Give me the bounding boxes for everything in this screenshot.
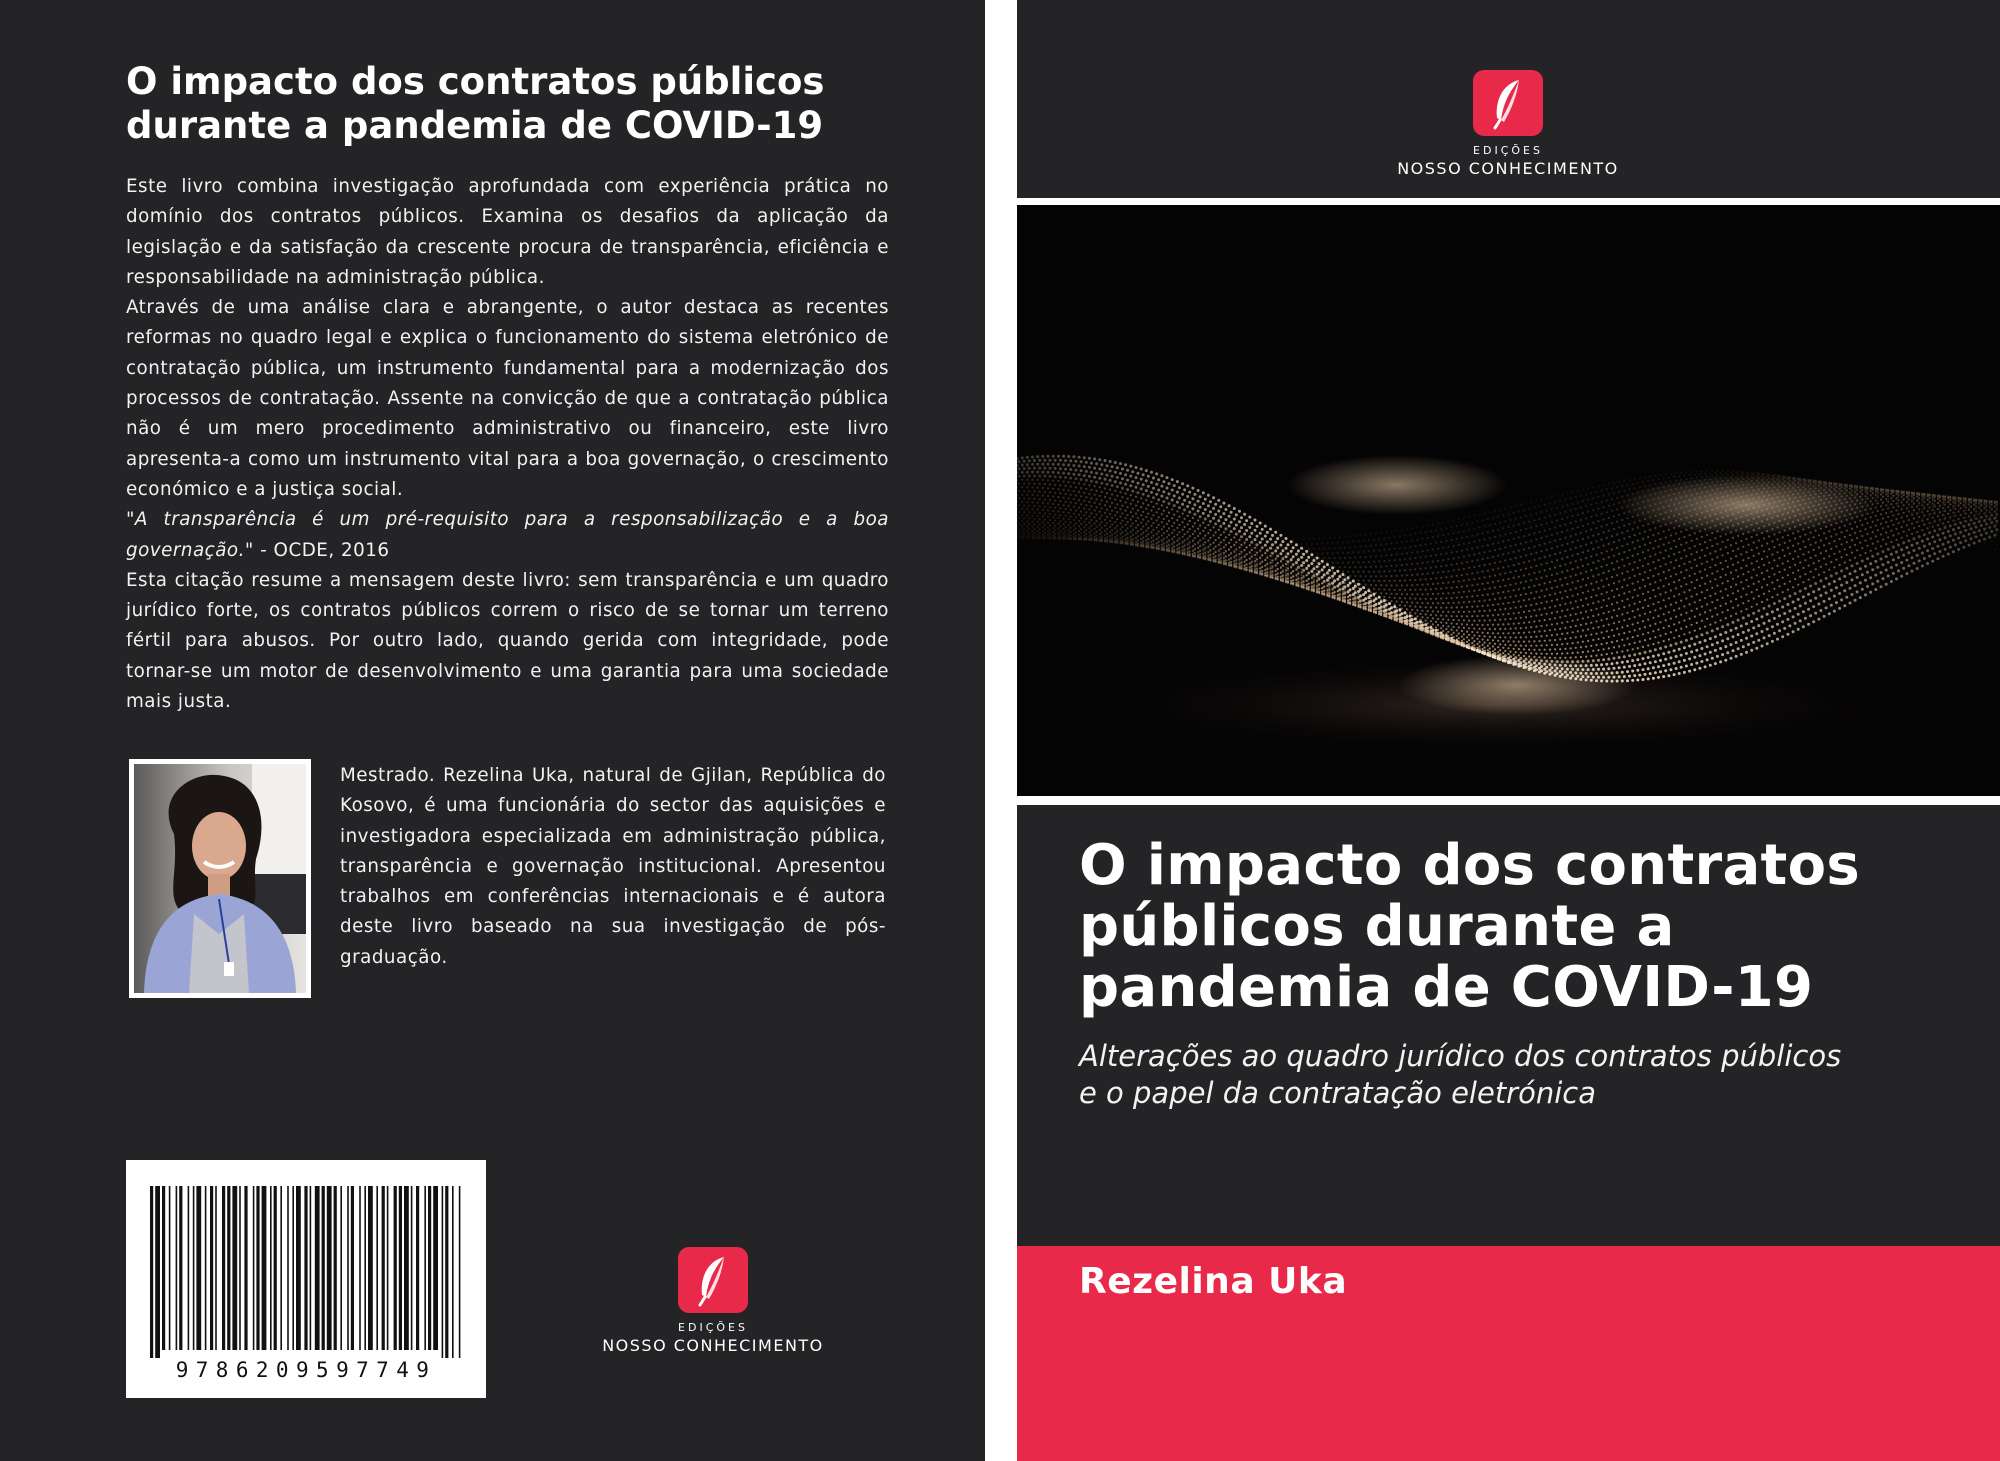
- front-cover-header: [1017, 0, 2000, 198]
- back-publisher-logo: [583, 1247, 843, 1355]
- front-publisher-logo: [1378, 70, 1638, 178]
- particle-wave-illustration: [1017, 205, 2000, 796]
- barcode: [126, 1160, 486, 1398]
- back-cover: [0, 0, 985, 1461]
- quote-text: "A transparência é um pré-requisito para a responsabilização e a boa governação.: [126, 509, 889, 561]
- book-spine: [985, 0, 1017, 1461]
- front-cover: [1017, 0, 2000, 1461]
- back-cover-title: [126, 60, 906, 148]
- front-subtitle-line-2: e o papel da contratação eletrónica: [1079, 1076, 1597, 1110]
- blurb-paragraph-3: Esta citação resume a mensagem deste livro: sem transparência e um quadro jurídico forte, os contratos públicos correm o risco de se tornar um terreno fértil para abusos. Por outro lado, quando gerida com integridade, pode tornar-se um motor de desenvolvimento e uma garantia para uma sociedade mais justa.: [126, 569, 889, 713]
- quote-source: " - OCDE, 2016: [244, 539, 390, 561]
- barcode-bars: [126, 1160, 486, 1360]
- blurb-quote: [126, 505, 889, 566]
- front-cover-title-panel: [1017, 805, 2000, 1246]
- author-name: Rezelina Uka: [1079, 1261, 1348, 1302]
- author-photo: [134, 764, 306, 993]
- blurb-paragraph-1: Este livro combina investigação aprofundada com experiência prática no domínio dos contratos públicos. Examina os desafios da aplicação da legislação e da satisfação da crescente procura de transparência, eficiência e responsabilidade na administração pública.: [126, 176, 889, 288]
- author-bio: Mestrado. Rezelina Uka, natural de Gjilan, República do Kosovo, é uma funcionária do sector das aquisições e investigadora especializada em administração pública, transparência e governação institucional. Apresentou trabalhos em conferências internacionais e é autora deste livro baseado na sua investigação de pós-graduação.: [340, 765, 886, 968]
- barcode-number: 9786209597749: [175, 1358, 437, 1382]
- back-title-line-1: O impacto dos contratos públicos: [126, 60, 825, 103]
- publisher-name: NOSSO CONHECIMENTO: [602, 1336, 824, 1355]
- author-photo-frame: [129, 759, 311, 998]
- publisher-name: NOSSO CONHECIMENTO: [1397, 159, 1619, 178]
- front-title-line-3: pandemia de COVID-19: [1079, 955, 1814, 1020]
- cover-artwork: [1017, 205, 2000, 796]
- quill-feather-icon: [678, 1247, 748, 1313]
- blurb-paragraph-2: Através de uma análise clara e abrangente, o autor destaca as recentes reformas no quadro legal e explica o funcionamento do sistema eletrónico de contratação pública, um instrumento fundamental para a modernização dos processos de contratação. Assente na convicção de que a contratação pública não é um mero procedimento administrativo ou financeiro, este livro apresenta-a como um instrumento vital para a boa governação, o crescimento económico e a justiça social.: [126, 297, 889, 500]
- publisher-label-small: EDIÇÕES: [1473, 144, 1543, 157]
- front-title-line-1: O impacto dos contratos: [1079, 833, 1861, 898]
- front-cover-title: [1079, 835, 1939, 1018]
- author-band: [1017, 1246, 2000, 1461]
- back-title-line-2: durante a pandemia de COVID-19: [126, 104, 824, 147]
- publisher-label-small: EDIÇÕES: [678, 1321, 748, 1334]
- front-title-line-2: públicos durante a: [1079, 894, 1675, 959]
- front-cover-subtitle: [1079, 1038, 1939, 1112]
- quill-feather-icon: [1473, 70, 1543, 136]
- back-cover-blurb: [126, 172, 889, 717]
- front-subtitle-line-1: Alterações ao quadro jurídico dos contratos públicos: [1079, 1039, 1842, 1073]
